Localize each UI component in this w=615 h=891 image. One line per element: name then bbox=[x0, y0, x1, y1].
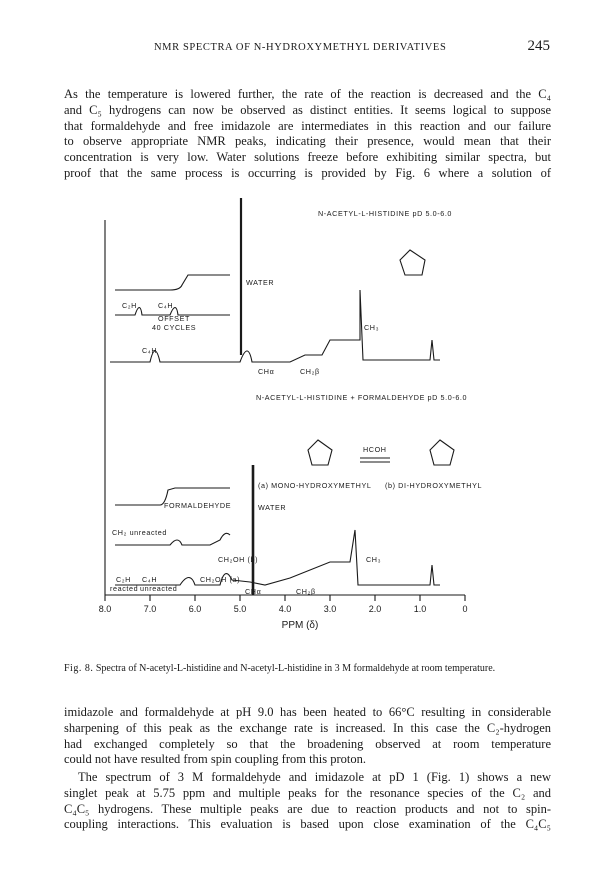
ch3-label-top: CH₃ bbox=[364, 323, 380, 332]
c2h-label-bottom: C₂H bbox=[116, 575, 131, 584]
paragraph-3 bbox=[64, 770, 551, 833]
imidazole-ring-top bbox=[400, 250, 425, 275]
running-title: NMR SPECTRA OF N-HYDROXYMETHYL DERIVATIVES bbox=[154, 42, 447, 53]
nmr-spectra-figure bbox=[60, 190, 560, 660]
x-tick-label: 4.0 bbox=[278, 604, 292, 614]
x-tick-label: 8.0 bbox=[98, 604, 112, 614]
page-number: 245 bbox=[527, 38, 550, 54]
ch2-beta-label-bottom: CH₂β bbox=[296, 587, 316, 596]
ch2oh-b-label: CH₂OH (b) bbox=[218, 555, 259, 564]
ch-alpha-label-top: CHα bbox=[258, 367, 275, 376]
water-label-bottom: WATER bbox=[258, 503, 287, 512]
running-header bbox=[64, 38, 550, 60]
figure-caption bbox=[64, 662, 551, 675]
imidazole-ring-left bbox=[308, 440, 332, 465]
bottom-spectrum-trace bbox=[115, 530, 440, 585]
ch2-beta-label-top: CH₂β bbox=[300, 367, 320, 376]
water-label-top: WATER bbox=[246, 278, 275, 287]
x-axis-label: PPM (δ) bbox=[281, 620, 319, 631]
x-tick-label: 1.0 bbox=[413, 604, 427, 614]
x-tick-label: 6.0 bbox=[188, 604, 202, 614]
hcoh-label: HCOH bbox=[363, 445, 387, 454]
c4h-lower-label: C₄H bbox=[142, 346, 158, 355]
text-line: imidazole and formaldehyde at pH 9.0 has been heated to 66°C resulting in considerable bbox=[64, 705, 551, 719]
x-tick-label: 0 bbox=[462, 604, 468, 614]
text-line: that formaldehyde and free imidazole are intermediates in this reaction and our failure bbox=[64, 118, 551, 133]
figure-8-nmr-spectra bbox=[60, 190, 560, 680]
offset-label: OFFSET bbox=[158, 314, 190, 323]
mono-hydroxymethyl-label: (a) MONO-HYDROXYMETHYL bbox=[258, 481, 372, 490]
reacted-label: reacted bbox=[110, 584, 139, 593]
di-hydroxymethyl-label: (b) DI-HYDROXYMETHYL bbox=[385, 481, 483, 490]
paragraph-1 bbox=[64, 87, 551, 182]
caption-label: Fig. 8. bbox=[64, 663, 94, 674]
text-line: sharpening of this peak as the exchange rate is increased. In this case the C₂-hydrogen bbox=[64, 720, 551, 735]
c2h-label-top: C₂H bbox=[122, 301, 137, 310]
c4h-label-bottom: C₄H bbox=[142, 575, 158, 584]
text-line: coupling interactions. This evaluation is based upon close examination of the C₄C₅ bbox=[64, 817, 551, 832]
text-line: The spectrum of 3 M formaldehyde and imidazole at pD 1 (Fig. 1) shows a new bbox=[78, 770, 551, 784]
text-line: could not have resulted from spin coupling from this proton. bbox=[64, 752, 367, 767]
offset-cycles-label: 40 CYCLES bbox=[152, 323, 197, 332]
top-panel-title: N-ACETYL-L-HISTIDINE pD 5.0-6.0 bbox=[318, 209, 453, 218]
x-tick-label: 7.0 bbox=[143, 604, 157, 614]
text-line: As the temperature is lowered further, the rate of the reaction is decreased and the C₄ bbox=[64, 87, 551, 101]
text-line: had exchanged completely so that the broadening observed at room temperature bbox=[64, 736, 551, 751]
ch3-label-bottom: CH₃ bbox=[366, 555, 382, 564]
caption-text: Spectra of N-acetyl-L-histidine and N-acetyl-L-histidine in 3 M formaldehyde at room temperature. bbox=[95, 663, 496, 674]
paragraph-2 bbox=[64, 705, 551, 768]
x-tick-label: 5.0 bbox=[233, 604, 247, 614]
formaldehyde-label: FORMALDEHYDE bbox=[164, 501, 232, 510]
bottom-panel-title: N-ACETYL-L-HISTIDINE + FORMALDEHYDE pD 5.0-6.0 bbox=[256, 393, 468, 402]
x-tick-label: 2.0 bbox=[368, 604, 382, 614]
text-line: concentration is very low. Water solutions freeze before exhibiting similar spectra, but bbox=[64, 150, 551, 165]
c4h-label-top: C₄H bbox=[158, 301, 174, 310]
text-line: C₄C₅ hydrogens. These multiple peaks are due to reaction products and not to spin- bbox=[64, 801, 551, 816]
ch2oh-a-label: CH₂OH (a) bbox=[200, 575, 241, 584]
imidazole-ring-right bbox=[430, 440, 454, 465]
ch2-unreacted-label: CH₂ unreacted bbox=[112, 528, 167, 537]
text-line: singlet peak at 5.75 ppm and multiple peaks for the resonance species of the C₂ and bbox=[64, 785, 551, 800]
x-tick-label: 3.0 bbox=[323, 604, 337, 614]
top-integral-trace bbox=[115, 275, 230, 290]
text-line: to observe appropriate NMR peaks, indicating their presence, would mean that their bbox=[64, 134, 551, 149]
text-line: and C₅ hydrogens can now be observed as distinct entities. It seems logical to suppose bbox=[64, 102, 551, 117]
ch-alpha-label-bottom: CHα bbox=[245, 587, 262, 596]
text-line: proof that the same process is occurring is provided by Fig. 6 where a solution of bbox=[64, 165, 551, 180]
unreacted-label: unreacted bbox=[140, 584, 178, 593]
